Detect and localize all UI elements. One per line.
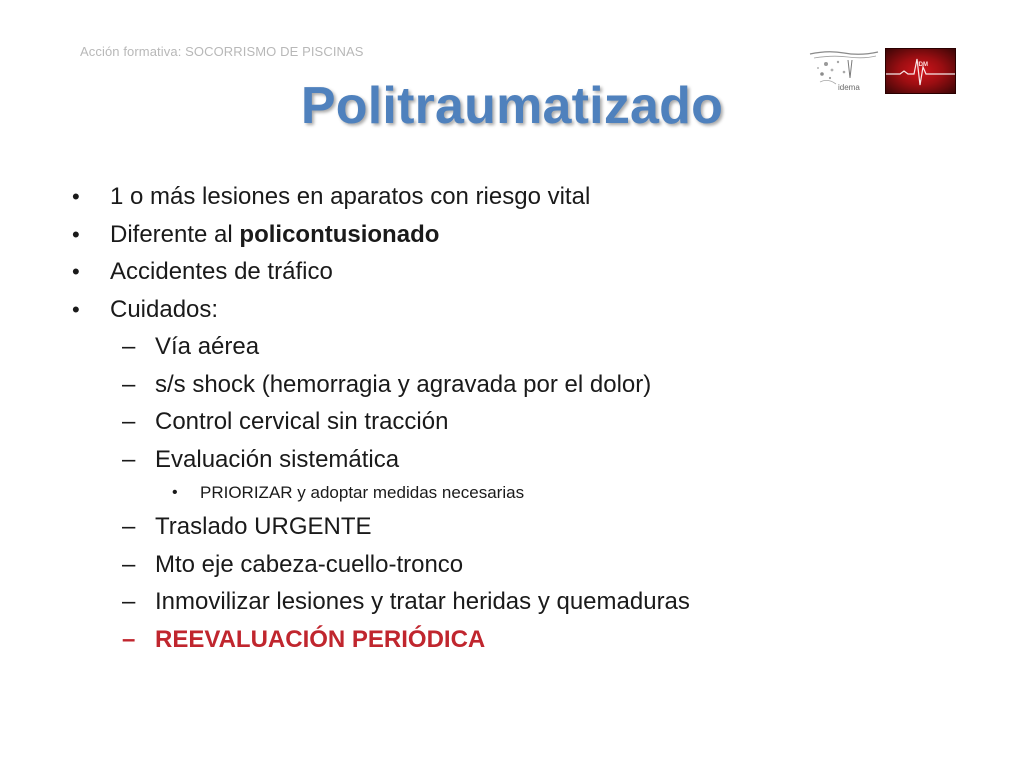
sub-bullet-item [70,583,970,621]
dash-marker: – [122,550,136,578]
idema-logo-text: idema [838,83,860,92]
sub-bullet-item [70,403,970,441]
dash-marker: – [122,513,136,540]
sub-bullet-text: Control cervical sin tracción [155,408,449,435]
sub-bullet-item [70,366,970,404]
bullet-item [70,178,970,216]
dash-marker: – [122,625,136,653]
bullet-item [70,253,970,291]
sub-bullet-item [70,441,970,479]
bullet-text: 1 o más lesiones en aparatos con riesgo vital [110,183,591,210]
bullet-text: Accidentes de tráfico [110,258,333,285]
sub-bullet-text: Evaluación sistemática [155,445,400,473]
sub-bullet-text: Inmovilizar lesiones y tratar heridas y quemaduras [155,588,690,615]
dash-marker: – [122,333,136,360]
bullet-text: Cuidados: [110,295,219,323]
sub-bullet-item-highlight [70,621,970,659]
bullet-item [70,216,970,254]
dash-marker: – [122,588,136,615]
sub-bullet-text: Mto eje cabeza-cuello-tronco [155,550,464,578]
dash-marker: – [122,445,136,473]
bullet-marker: • [172,484,178,501]
sub-sub-bullet-text: PRIORIZAR y adoptar medidas necesarias [200,483,525,502]
idm-logo-text: IDM [917,62,928,68]
bullet-marker: • [72,296,80,322]
sub-bullet-text: s/s shock (hemorragia y agravada por el dolor) [155,370,652,398]
sub-sub-bullet-item [70,478,970,508]
slide-title: Politraumatizado [300,77,724,135]
bullet-marker: • [72,184,80,209]
bullet-text-prefix: Diferente al [110,220,240,248]
bullet-text-bold: policontusionado [239,220,440,248]
sub-bullet-text: REEVALUACIÓN PERIÓDICA [155,625,486,653]
sub-bullet-item [70,508,970,546]
bullet-list [70,178,970,658]
bullet-item [70,291,970,329]
dash-marker: – [122,370,136,398]
course-caption: Acción formativa: SOCORRISMO DE PISCINAS [80,44,364,59]
dash-marker: – [122,408,136,435]
sub-bullet-text: Traslado URGENTE [155,513,372,540]
sub-bullet-text: Vía aérea [155,333,260,360]
sub-bullet-item [70,328,970,366]
bullet-marker: • [72,259,80,284]
bullet-marker: • [72,221,80,247]
sub-bullet-item [70,546,970,584]
